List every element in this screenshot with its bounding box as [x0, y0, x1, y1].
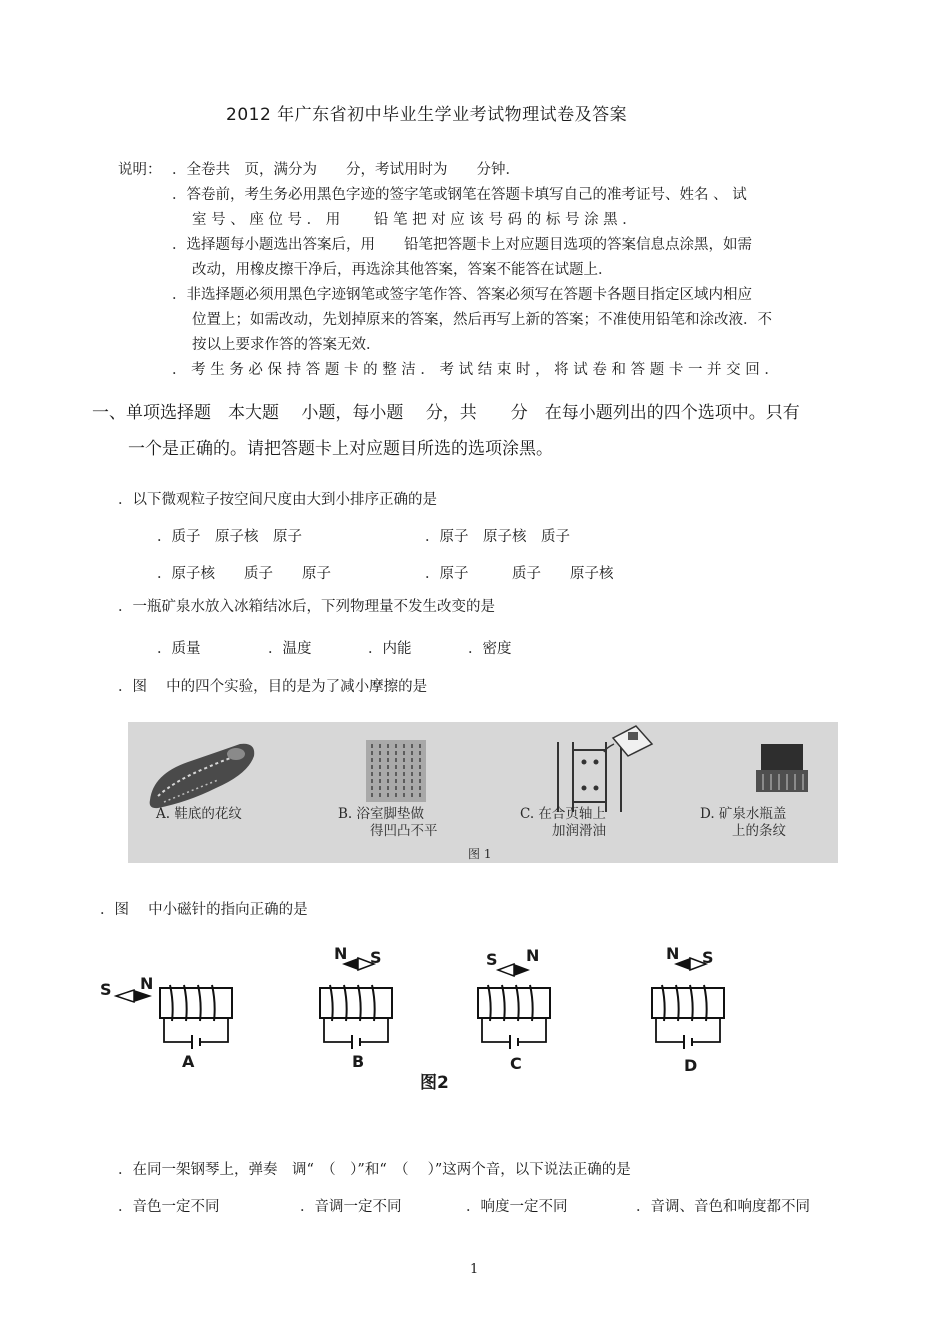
figure-2-d-right-pole: S: [702, 948, 714, 967]
figure-2-c-left-pole: S: [486, 950, 498, 969]
page-number: 1: [470, 1262, 479, 1277]
figure-1-caption-b-line1: B. 浴室脚垫做: [338, 806, 425, 822]
figure-2-d-label: D: [684, 1056, 698, 1075]
q5-option-a: ．音色一定不同: [118, 1199, 220, 1215]
bath-mat-icon: [366, 740, 426, 802]
q1-option-d: ．原子 质子 原子核: [425, 566, 614, 582]
figure-2-b-right-pole: S: [370, 948, 382, 967]
instruction-line-1: ．全卷共 页，满分为 分，考试用时为 分钟．: [172, 162, 520, 178]
q2-stem: ．一瓶矿泉水放入冰箱结冰后，下列物理量不发生改变的是: [118, 599, 495, 615]
figure-1: [128, 722, 838, 863]
q5-option-c: ．响度一定不同: [466, 1199, 568, 1215]
instruction-line-4: ．选择题每小题选出答案后，用 铅笔把答题卡上对应题目选项的答案信息点涂黑，如需: [172, 237, 752, 253]
figure-2-drawings: [90, 940, 850, 1100]
instruction-line-6: ．非选择题必须用黑色字迹钢笔或签字笔作答、答案必须写在答题卡各题目指定区域内相应: [172, 287, 752, 303]
instruction-line-9: ． 考 生 务 必 保 持 答 题 卡 的 整 洁 ． 考 试 结 束 时 ， 将 试 卷 和 答 题 卡 一 并 交 回 ．: [172, 362, 779, 378]
figure-1-drawings: [128, 722, 838, 863]
instruction-line-8: 按以上要求作答的答案无效．: [192, 337, 381, 353]
q1-option-c: ．原子核 质子 原子: [157, 566, 331, 582]
q5-stem: ．在同一架钢琴上，弹奏 调“ （ ）”和“ （ ）”这两个音，以下说法正确的是: [118, 1162, 631, 1178]
q2-option-d: ．密度: [468, 641, 512, 657]
section-heading-line-2: 一个是正确的。请把答题卡上对应题目所选的选项涂黑。: [128, 439, 553, 459]
figure-2-b-left-pole: N: [334, 944, 348, 963]
q1-option-a: ．质子 原子核 原子: [157, 529, 302, 545]
q2-option-a: ．质量: [157, 641, 201, 657]
solenoid-a: [116, 985, 232, 1049]
q5-option-d: ．音调、音色和响度都不同: [636, 1199, 810, 1215]
shoe-sole-icon: [150, 744, 255, 808]
figure-2-b-label: B: [352, 1052, 365, 1071]
page-title: 2012 年广东省初中毕业生学业考试物理试卷及答案: [226, 105, 628, 125]
instruction-line-2: ．答卷前，考生务必用黑色字迹的签字笔或钢笔在答题卡填写自己的准考证号、姓名 、 试: [172, 187, 747, 203]
solenoid-d: [652, 958, 724, 1049]
q2-option-c: ．内能: [368, 641, 412, 657]
figure-2-c-label: C: [510, 1054, 522, 1073]
figure-2-a-left-pole: S: [100, 980, 112, 999]
figure-2-d-left-pole: N: [666, 944, 680, 963]
q4-stem: ．图 中小磁针的指向正确的是: [100, 902, 308, 918]
figure-1-caption-c-line1: C. 在合页轴上: [520, 806, 606, 822]
instruction-line-7: 位置上；如需改动，先划掉原来的答案，然后再写上新的答案；不准使用铅笔和涂改液．不: [192, 312, 772, 328]
figure-2-c-right-pole: N: [526, 946, 540, 965]
figure-1-caption-b-line2: 得凹凸不平: [370, 823, 438, 839]
q5-option-b: ．音调一定不同: [300, 1199, 402, 1215]
figure-2: [90, 940, 850, 1100]
figure-1-caption-d-line1: D. 矿泉水瓶盖: [700, 806, 787, 822]
figure-1-title: 图 1: [468, 847, 492, 861]
q1-option-b: ．原子 原子核 质子: [425, 529, 570, 545]
instructions-label: 说明：: [118, 162, 162, 178]
solenoid-b: [320, 958, 392, 1049]
bottle-cap-icon: [756, 744, 808, 792]
figure-2-title: 图2: [420, 1073, 449, 1093]
q1-stem: ．以下微观粒子按空间尺度由大到小排序正确的是: [118, 492, 437, 508]
q3-stem: ．图 中的四个实验，目的是为了减小摩擦的是: [118, 679, 428, 695]
q2-option-b: ．温度: [268, 641, 312, 657]
figure-1-caption-c-line2: 加润滑油: [552, 823, 606, 839]
instruction-line-5: 改动，用橡皮擦干净后，再选涂其他答案，答案不能答在试题上．: [192, 262, 613, 278]
instruction-line-3: 室 号 、 座 位 号 ． 用 铅 笔 把 对 应 该 号 码 的 标 号 涂 黑 ．: [192, 212, 637, 228]
figure-2-a-label: A: [182, 1052, 195, 1071]
figure-2-a-right-pole: N: [140, 974, 154, 993]
figure-1-caption-d-line2: 上的条纹: [732, 823, 786, 839]
hinge-oil-icon: [558, 726, 652, 812]
figure-1-caption-a: A. 鞋底的花纹: [156, 806, 242, 822]
section-heading-line-1: 一、单项选择题 本大题 小题，每小题 分，共 分 在每小题列出的四个选项中。只有: [92, 403, 800, 423]
solenoid-c: [478, 964, 550, 1049]
